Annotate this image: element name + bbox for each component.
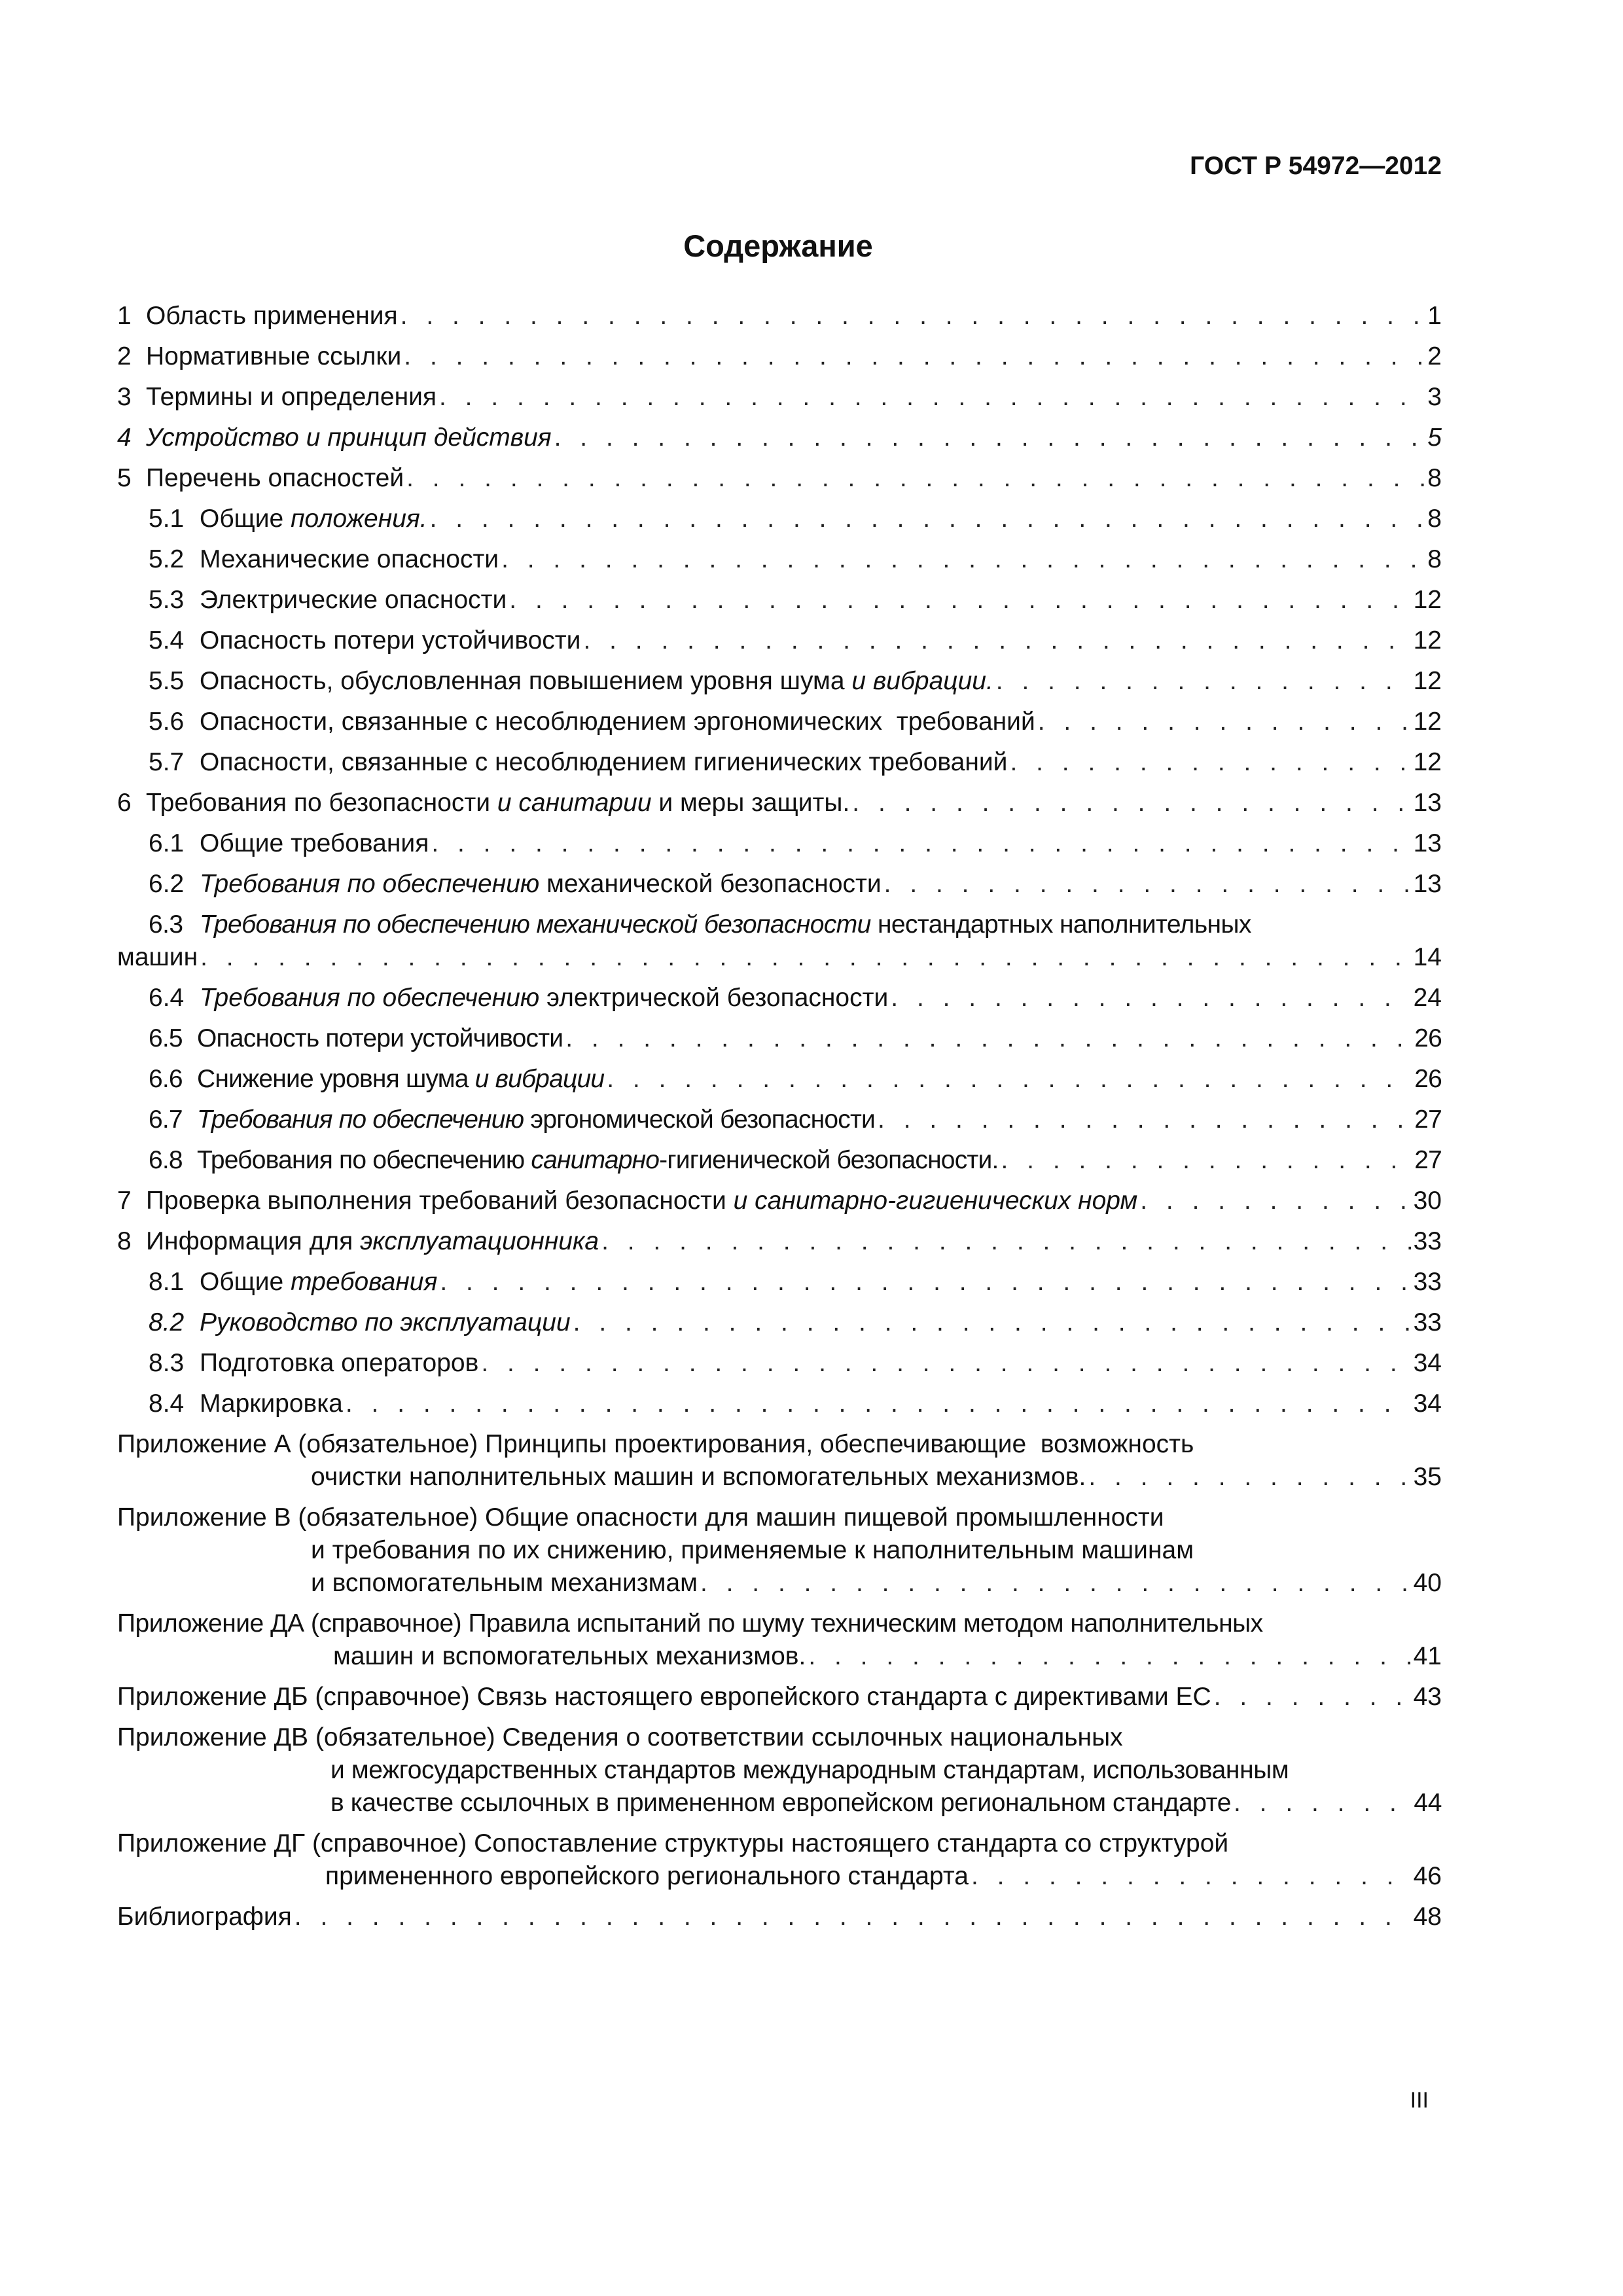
dot-leader bbox=[401, 296, 1425, 336]
toc-page: 26 bbox=[1414, 1065, 1442, 1093]
toc-number: 5.2 bbox=[149, 545, 185, 573]
toc-entry-6-5[interactable] bbox=[117, 1018, 1442, 1059]
dot-leader bbox=[573, 1302, 1411, 1343]
toc-appendix-dv[interactable] bbox=[117, 1717, 1442, 1823]
toc-entry-6-1[interactable] bbox=[117, 823, 1442, 864]
toc-appendix-a[interactable] bbox=[117, 1424, 1442, 1498]
toc-title: Опасность потери устойчивости bbox=[197, 1024, 563, 1052]
toc-entry-8-4[interactable] bbox=[117, 1384, 1442, 1424]
toc-entry-5-2[interactable] bbox=[117, 539, 1442, 580]
toc-number: 8.1 bbox=[149, 1268, 185, 1296]
toc-title-italic: и вибрации bbox=[474, 1065, 605, 1093]
toc-page: 12 bbox=[1413, 626, 1442, 655]
toc-title: Механические опасности bbox=[200, 545, 499, 573]
toc-entry-6-6[interactable] bbox=[117, 1059, 1442, 1100]
toc-title: Устройство и принцип действия bbox=[146, 423, 552, 452]
toc-title: Общие требования bbox=[200, 829, 429, 857]
toc-title: Опасность, обусловленная повышением уровня шума bbox=[200, 667, 845, 695]
appendix-title-continued: примененного европейского регионального стандарта bbox=[325, 1862, 969, 1890]
toc-number: 8.3 bbox=[149, 1349, 185, 1377]
toc-page: 26 bbox=[1414, 1024, 1442, 1052]
dot-leader bbox=[439, 377, 1425, 418]
toc-entry-6-8[interactable] bbox=[117, 1140, 1442, 1181]
appendix-title-continued: и вспомогательным механизмам bbox=[311, 1569, 698, 1597]
toc-appendix-db[interactable] bbox=[117, 1677, 1442, 1717]
toc-entry-7[interactable] bbox=[117, 1181, 1442, 1221]
toc-number: 5.4 bbox=[149, 626, 185, 655]
toc-title-italic: Требования по обеспечению bbox=[200, 870, 540, 898]
toc-number: 2 bbox=[117, 342, 132, 370]
dot-leader bbox=[481, 1343, 1410, 1384]
toc-entry-3[interactable] bbox=[117, 377, 1442, 418]
dot-leader bbox=[501, 539, 1425, 580]
toc-title-italic: Требования по обеспечению bbox=[197, 1105, 524, 1134]
toc-title: Проверка выполнения требований безопасности bbox=[146, 1187, 726, 1215]
toc-title-italic: и санитарно-гигиенических норм bbox=[733, 1187, 1138, 1215]
toc-title: Нормативные ссылки bbox=[146, 342, 402, 370]
toc-title: Опасности, связанные с несоблюдением гигиенических требований bbox=[200, 748, 1008, 776]
toc-entry-5-7[interactable] bbox=[117, 742, 1442, 783]
dot-leader bbox=[1088, 1461, 1410, 1494]
toc-number: 5.6 bbox=[149, 708, 185, 736]
toc-title: Электрические опасности bbox=[200, 586, 507, 614]
dot-leader bbox=[346, 1384, 1411, 1424]
toc-page: 43 bbox=[1413, 1683, 1442, 1711]
dot-leader bbox=[971, 1860, 1411, 1893]
toc-title: нестандартных наполнительных bbox=[877, 910, 1251, 939]
toc-page: 33 bbox=[1413, 1268, 1442, 1296]
toc-page: 12 bbox=[1413, 748, 1442, 776]
toc-title: Маркировка bbox=[200, 1390, 343, 1418]
toc-title: механической безопасности bbox=[546, 870, 882, 898]
dot-leader bbox=[294, 1897, 1411, 1937]
bibliography-title: Библиография bbox=[117, 1903, 292, 1931]
appendix-title: Приложение ДБ (справочное) Связь настоящего европейского стандарта с директивами ЕС bbox=[117, 1683, 1211, 1711]
toc-title: Область применения bbox=[146, 302, 398, 330]
toc-page: 34 bbox=[1413, 1349, 1442, 1377]
toc-page: 34 bbox=[1413, 1390, 1442, 1418]
toc-title-italic: Требования по обеспечению механической безопасности bbox=[200, 910, 871, 939]
page-title: Содержание bbox=[683, 228, 873, 263]
toc-title: Требования по обеспечению bbox=[197, 1146, 525, 1174]
dot-leader bbox=[404, 336, 1425, 377]
document-code: ГОСТ Р 54972—2012 bbox=[1190, 152, 1442, 180]
toc-entry-5-3[interactable] bbox=[117, 580, 1442, 620]
toc-page: 12 bbox=[1413, 667, 1442, 695]
toc-page: 27 bbox=[1414, 1105, 1442, 1134]
toc-entry-1[interactable] bbox=[117, 296, 1442, 336]
toc-page: 13 bbox=[1413, 829, 1442, 857]
toc-page: 33 bbox=[1413, 1308, 1442, 1336]
toc-page: 8 bbox=[1427, 464, 1442, 492]
dot-leader bbox=[1001, 1140, 1412, 1181]
toc-title: электрической безопасности bbox=[546, 984, 889, 1012]
dot-leader bbox=[852, 783, 1410, 823]
toc-number: 6.6 bbox=[149, 1065, 183, 1093]
toc-number: 1 bbox=[117, 302, 132, 330]
toc-number: 5.3 bbox=[149, 586, 185, 614]
toc-entry-5-6[interactable] bbox=[117, 702, 1442, 742]
toc-appendix-dg[interactable] bbox=[117, 1823, 1442, 1897]
dot-leader bbox=[554, 418, 1425, 458]
dot-leader bbox=[808, 1640, 1410, 1673]
toc-bibliography[interactable] bbox=[117, 1897, 1442, 1937]
toc-page: 30 bbox=[1413, 1187, 1442, 1215]
toc-page: 35 bbox=[1413, 1463, 1442, 1491]
toc-number: 5.1 bbox=[149, 505, 185, 533]
toc-title: Требования по безопасности bbox=[146, 789, 491, 817]
toc-page: 12 bbox=[1413, 708, 1442, 736]
toc-number: 5 bbox=[117, 464, 132, 492]
toc-number: 6.5 bbox=[149, 1024, 183, 1052]
dot-leader bbox=[607, 1059, 1412, 1100]
dot-leader bbox=[1214, 1677, 1411, 1717]
toc-entry-4[interactable] bbox=[117, 418, 1442, 458]
toc-entry-6[interactable] bbox=[117, 783, 1442, 823]
toc-title-continued: машин bbox=[117, 943, 198, 971]
page-number: III bbox=[1410, 2088, 1429, 2113]
dot-leader bbox=[700, 1567, 1411, 1600]
toc-title: -гигиенической безопасности. bbox=[659, 1146, 999, 1174]
dot-leader bbox=[430, 499, 1425, 539]
toc-entry-6-7[interactable] bbox=[117, 1100, 1442, 1140]
toc-page: 8 bbox=[1427, 545, 1442, 573]
dot-leader bbox=[601, 1221, 1411, 1262]
dot-leader bbox=[891, 978, 1410, 1018]
toc-number: 5.5 bbox=[149, 667, 185, 695]
toc-page: 44 bbox=[1414, 1789, 1442, 1817]
toc-number: 3 bbox=[117, 383, 132, 411]
toc-page: 14 bbox=[1413, 943, 1442, 971]
toc-title: Общие bbox=[200, 505, 284, 533]
toc-number: 6.2 bbox=[149, 870, 185, 898]
toc-number: 6.7 bbox=[149, 1105, 183, 1134]
toc-title-italic: положения. bbox=[291, 505, 427, 533]
toc-entry-8-1[interactable] bbox=[117, 1262, 1442, 1302]
toc-entry-5-5[interactable] bbox=[117, 661, 1442, 702]
toc-page: 12 bbox=[1413, 586, 1442, 614]
dot-leader bbox=[583, 620, 1410, 661]
toc-page: 48 bbox=[1413, 1903, 1442, 1931]
toc-entry-6-3[interactable] bbox=[117, 905, 1442, 978]
toc-title: Общие bbox=[200, 1268, 284, 1296]
toc-entry-2[interactable] bbox=[117, 336, 1442, 377]
appendix-title: Приложение ДВ (обязательное) Сведения о соответствии ссылочных национальных bbox=[117, 1723, 1123, 1751]
toc-page: 5 bbox=[1427, 423, 1442, 452]
appendix-title: Приложение ДА (справочное) Правила испытаний по шуму техническим методом наполнительных bbox=[117, 1609, 1263, 1638]
toc-page: 24 bbox=[1413, 984, 1442, 1012]
toc-title-italic: требования bbox=[291, 1268, 438, 1296]
toc-number: 6.8 bbox=[149, 1146, 183, 1174]
toc-title: Информация для bbox=[146, 1227, 353, 1255]
dot-leader bbox=[509, 580, 1410, 620]
appendix-title: Приложение В (обязательное) Общие опасности для машин пищевой промышленности bbox=[117, 1503, 1164, 1532]
dot-leader bbox=[565, 1018, 1412, 1059]
toc-title-italic: и вибрации. bbox=[851, 667, 993, 695]
toc-title: и меры защиты. bbox=[658, 789, 850, 817]
toc-number: 5.7 bbox=[149, 748, 185, 776]
toc-title: Термины и определения bbox=[146, 383, 437, 411]
toc-page: 3 bbox=[1427, 383, 1442, 411]
toc-title-italic: и санитарии bbox=[497, 789, 652, 817]
appendix-title-continued: и требования по их снижению, применяемые к наполнительным машинам bbox=[311, 1536, 1194, 1564]
toc-entry-8-3[interactable] bbox=[117, 1343, 1442, 1384]
toc-entry-6-2[interactable] bbox=[117, 864, 1442, 905]
dot-leader bbox=[1010, 742, 1410, 783]
toc-appendix-b[interactable] bbox=[117, 1498, 1442, 1604]
appendix-title-continued: и межгосударственных стандартов международным стандартам, использованным bbox=[330, 1756, 1289, 1784]
appendix-title-continued: машин и вспомогательных механизмов. bbox=[333, 1642, 806, 1670]
toc-page: 46 bbox=[1413, 1862, 1442, 1890]
dot-leader bbox=[1140, 1181, 1410, 1221]
toc-page: 2 bbox=[1427, 342, 1442, 370]
toc-entry-5-4[interactable] bbox=[117, 620, 1442, 661]
dot-leader bbox=[440, 1262, 1410, 1302]
toc-number: 8.4 bbox=[149, 1390, 185, 1418]
toc-page: 40 bbox=[1413, 1569, 1442, 1597]
toc-page: 1 bbox=[1427, 302, 1442, 330]
dot-leader bbox=[1234, 1787, 1411, 1820]
appendix-title-continued: очистки наполнительных машин и вспомогательных механизмов. bbox=[311, 1463, 1086, 1491]
toc-page: 13 bbox=[1413, 789, 1442, 817]
dot-leader bbox=[200, 941, 1410, 974]
toc-number: 6.1 bbox=[149, 829, 185, 857]
toc-number: 8 bbox=[117, 1227, 132, 1255]
toc-title-italic: санитарно bbox=[531, 1146, 660, 1174]
toc-number: 7 bbox=[117, 1187, 132, 1215]
toc-number: 4 bbox=[117, 423, 132, 452]
dot-leader bbox=[406, 458, 1425, 499]
dot-leader bbox=[878, 1100, 1412, 1140]
toc-entry-5[interactable] bbox=[117, 458, 1442, 499]
appendix-title: Приложение ДГ (справочное) Сопоставление структуры настоящего стандарта со структурой bbox=[117, 1829, 1229, 1857]
dot-leader bbox=[884, 864, 1411, 905]
dot-leader bbox=[996, 661, 1411, 702]
toc-entry-6-4[interactable] bbox=[117, 978, 1442, 1018]
toc-page: 27 bbox=[1414, 1146, 1442, 1174]
toc-title-italic: Требования по обеспечению bbox=[200, 984, 540, 1012]
toc-number: 6.3 bbox=[149, 910, 183, 939]
toc-title: Перечень опасностей bbox=[146, 464, 404, 492]
toc-title: Снижение уровня шума bbox=[197, 1065, 469, 1093]
appendix-title: Приложение А (обязательное) Принципы проектирования, обеспечивающие возможность bbox=[117, 1430, 1194, 1458]
toc-page: 41 bbox=[1413, 1642, 1442, 1670]
toc-number: 8.2 bbox=[149, 1308, 185, 1336]
toc-title: Опасность потери устойчивости bbox=[200, 626, 581, 655]
toc-page: 8 bbox=[1427, 505, 1442, 533]
toc-title: Подготовка операторов bbox=[200, 1349, 479, 1377]
toc-entry-8[interactable] bbox=[117, 1221, 1442, 1262]
dot-leader bbox=[431, 823, 1410, 864]
toc-entry-5-1[interactable] bbox=[117, 499, 1442, 539]
toc-number: 6 bbox=[117, 789, 132, 817]
appendix-title-continued: в качестве ссылочных в примененном европейском региональном стандарте bbox=[330, 1789, 1231, 1817]
toc-appendix-da[interactable] bbox=[117, 1604, 1442, 1677]
toc-page: 33 bbox=[1413, 1227, 1442, 1255]
toc-title: Руководство по эксплуатации bbox=[200, 1308, 571, 1336]
toc-title-italic: эксплуатационника bbox=[360, 1227, 599, 1255]
toc-entry-8-2[interactable] bbox=[117, 1302, 1442, 1343]
toc-title: Опасности, связанные с несоблюдением эргономических требований bbox=[200, 708, 1035, 736]
dot-leader bbox=[1038, 702, 1411, 742]
table-of-contents bbox=[117, 296, 1442, 1937]
toc-title: эргономической безопасности bbox=[530, 1105, 876, 1134]
toc-page: 13 bbox=[1413, 870, 1442, 898]
toc-number: 6.4 bbox=[149, 984, 185, 1012]
